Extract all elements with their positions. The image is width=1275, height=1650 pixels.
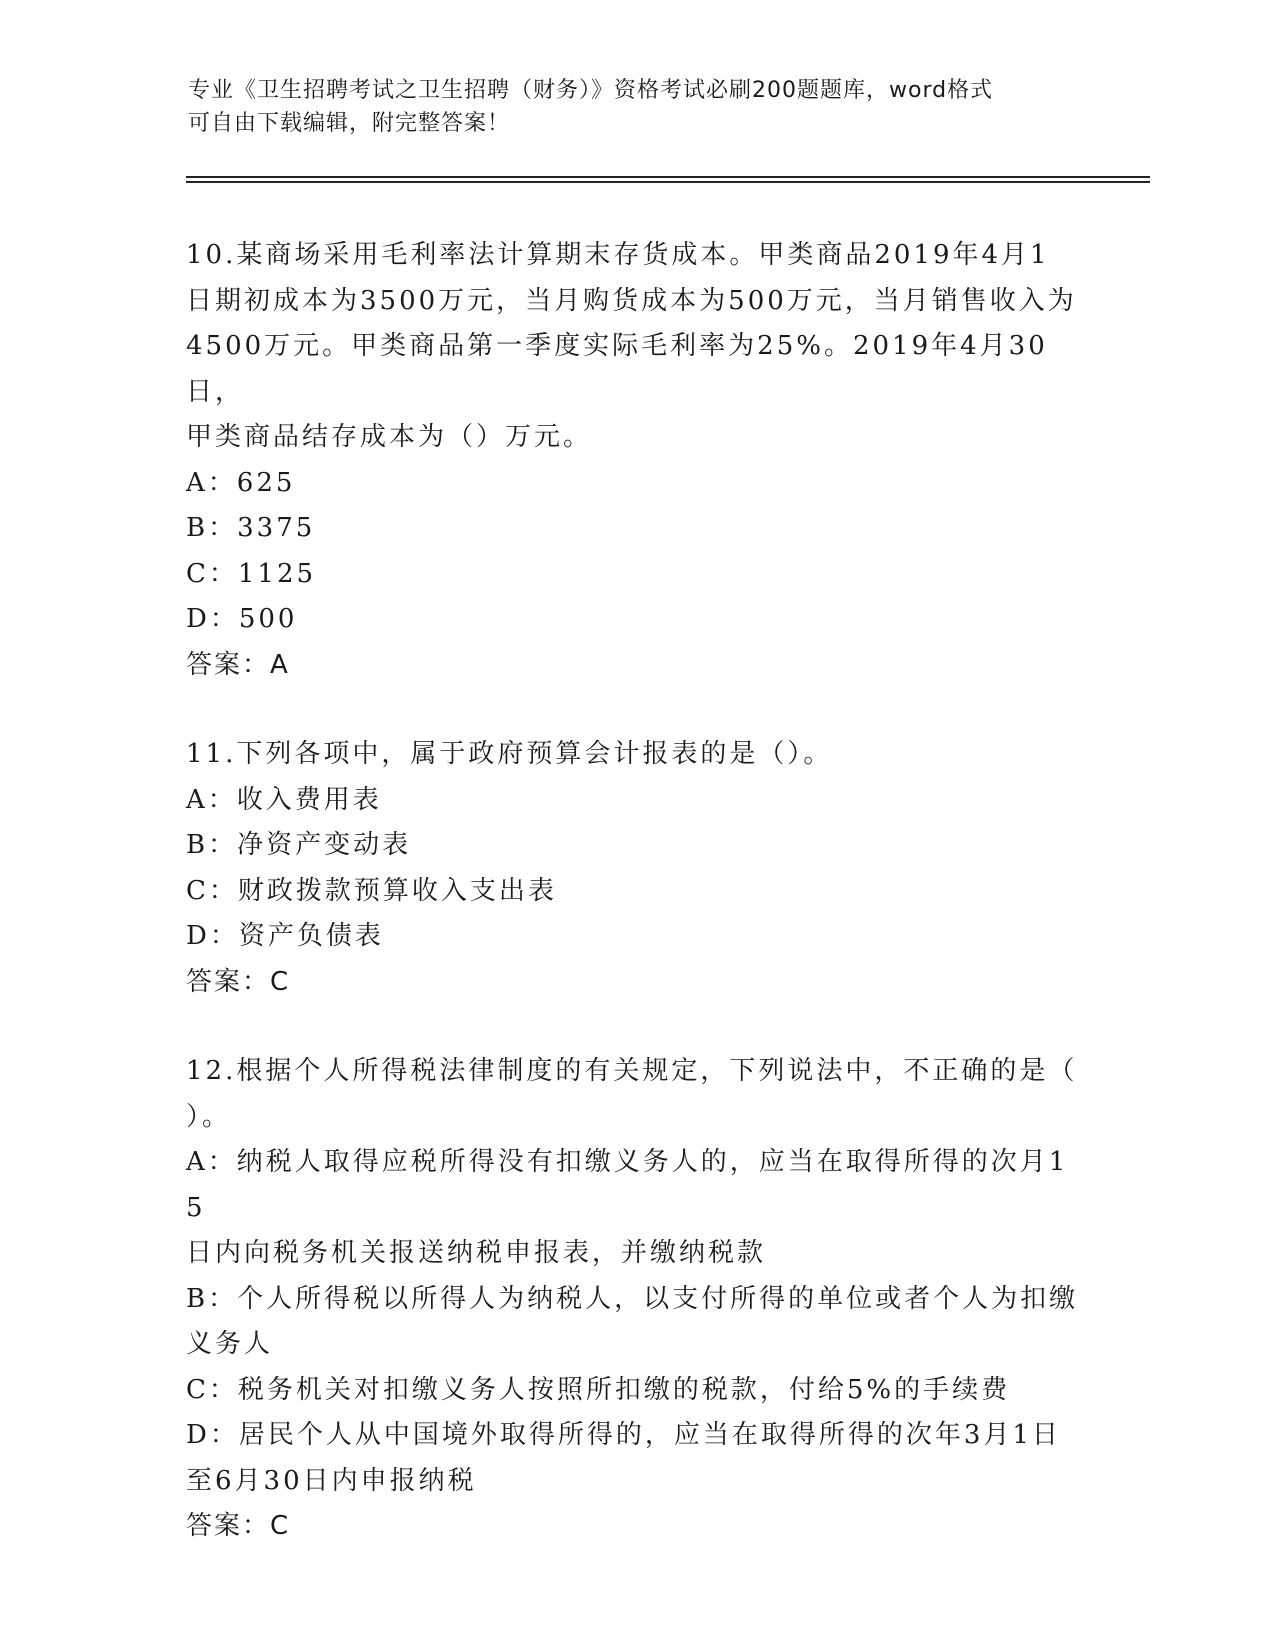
option-line: A：纳税人取得应税所得没有扣缴义务人的，应当在取得所得的次月15 (186, 1147, 1069, 1223)
answer-key: 答案：A (186, 649, 290, 680)
header-divider-bottom (186, 181, 1150, 183)
option-c: C：1125 (186, 558, 317, 589)
option-line: 义务人 (186, 1329, 274, 1359)
header-divider-top (186, 176, 1150, 178)
question-list (186, 233, 1086, 1594)
option-a (186, 1140, 1086, 1277)
option-line: 日内向税务机关报送纳税申报表，并缴纳税款 (186, 1238, 767, 1268)
question-10 (186, 233, 1086, 688)
question-11 (186, 732, 1086, 1005)
option-line: B：个人所得税以所得人为纳税人，以支付所得的单位或者个人为扣缴 (186, 1283, 1079, 1314)
option-b: B：3375 (186, 513, 316, 543)
answer-key: 答案：C (186, 966, 291, 997)
option-c: C：税务机关对扣缴义务人按照所扣缴的税款，付给5%的手续费 (186, 1374, 1011, 1405)
option-d: D：资产负债表 (186, 921, 384, 951)
header-line-1: 专业《卫生招聘考试之卫生招聘（财务）》资格考试必刷200题题库，word格式 (188, 78, 994, 103)
option-a: A：625 (186, 467, 296, 498)
option-line: D：居民个人从中国境外取得所得的，应当在取得所得的次年3月1日 (186, 1420, 1061, 1450)
option-d (186, 1413, 1086, 1504)
option-b (186, 1277, 1086, 1368)
question-stem (186, 233, 1086, 461)
stem-line: 11.下列各项中，属于政府预算会计报表的是（）。 (186, 739, 833, 769)
document-header (188, 74, 1088, 140)
stem-line: ）。 (186, 1101, 232, 1132)
option-a: A：收入费用表 (186, 784, 382, 815)
stem-line: 4500万元。甲类商品第一季度实际毛利率为25%。2019年4月30日， (186, 331, 1048, 407)
stem-line: 12.根据个人所得税法律制度的有关规定，下列说法中，不正确的是（ (186, 1056, 1078, 1086)
stem-line: 甲类商品结存成本为（）万元。 (186, 422, 593, 452)
option-b: B：净资产变动表 (186, 830, 412, 860)
header-line-2: 可自由下载编辑，附完整答案！ (188, 111, 511, 136)
stem-line: 日期初成本为3500万元，当月购货成本为500万元，当月销售收入为 (186, 285, 1077, 316)
question-12 (186, 1049, 1086, 1550)
stem-line: 10.某商场采用毛利率法计算期末存货成本。甲类商品2019年4月1 (186, 240, 1050, 270)
option-d: D：500 (186, 604, 298, 634)
option-line: 至6月30日内申报纳税 (186, 1465, 477, 1496)
question-stem (186, 732, 1086, 778)
option-c: C：财政拨款预算收入支出表 (186, 875, 557, 906)
answer-key: 答案：C (186, 1511, 291, 1541)
question-stem (186, 1049, 1086, 1140)
